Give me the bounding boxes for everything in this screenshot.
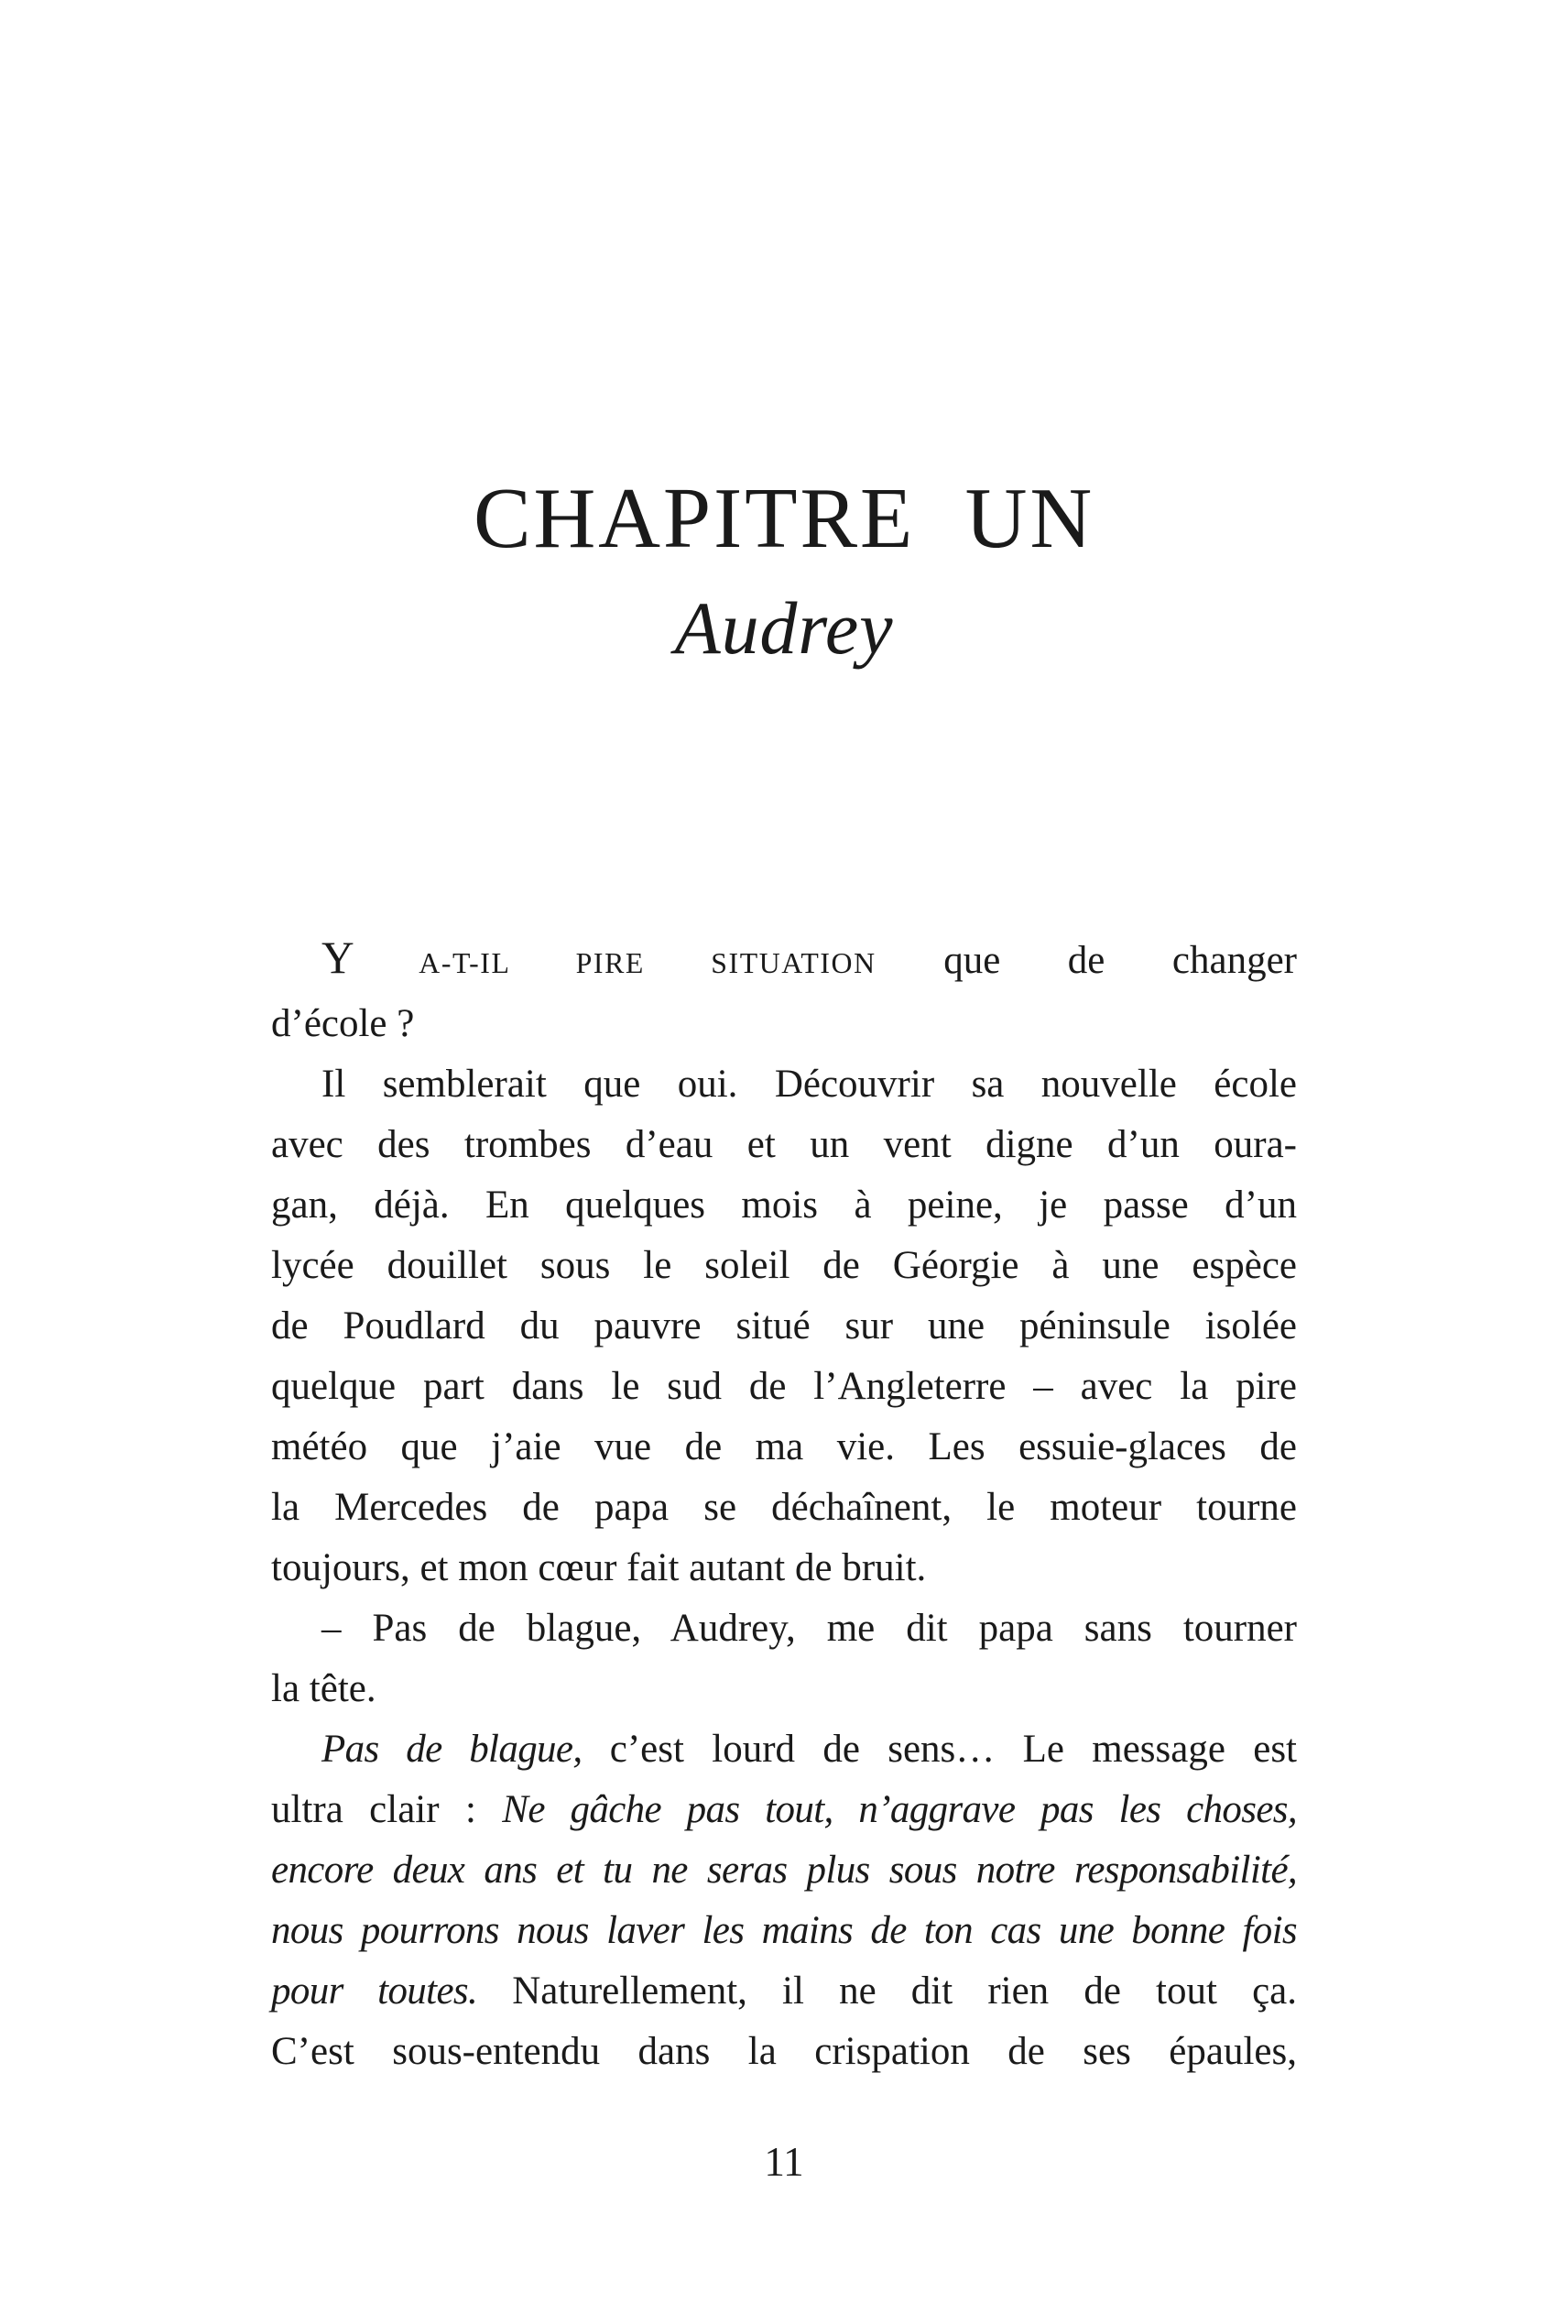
chapter-title: CHAPITRE UN <box>473 471 1095 566</box>
text-line <box>271 1236 1297 1296</box>
text-segment: la Mercedes de papa se déchaînent, le moteur tourne <box>271 1486 1297 1529</box>
text-line <box>271 1719 1297 1780</box>
text-line <box>271 1901 1297 1961</box>
page-number: 11 <box>764 2139 804 2185</box>
text-segment: – Pas de blague, Audrey, me dit papa sans tourner <box>321 1607 1297 1650</box>
text-line <box>271 928 1297 994</box>
text-segment: Pas de blague, <box>321 1728 583 1771</box>
text-segment: Y <box>321 933 354 983</box>
text-segment: gan, déjà. En quelques mois à peine, je passe d’un <box>271 1184 1297 1227</box>
text-line <box>271 1054 1297 1115</box>
text-segment: toujours, et mon cœur fait autant de bruit. <box>271 1546 927 1589</box>
text-segment: avec des trombes d’eau et un vent digne d’un oura- <box>271 1123 1297 1166</box>
text-line <box>271 1961 1297 2022</box>
text-segment: C’est sous-entendu dans la crispation de ses épaules, <box>271 2030 1297 2073</box>
text-line <box>271 1840 1297 1901</box>
text-segment: ultra clair : <box>271 1788 503 1831</box>
chapter-subtitle: Audrey <box>674 586 894 670</box>
text-line <box>271 1538 1297 1598</box>
text-line <box>271 1115 1297 1175</box>
text-segment: A-T-IL PIRE SITUATION <box>354 947 877 979</box>
text-segment: nous pourrons nous laver les mains de ton cas une bonne fois <box>271 1909 1297 1952</box>
text-segment: d’école ? <box>271 1002 415 1045</box>
body-text <box>271 928 1297 2082</box>
text-line <box>271 1357 1297 1417</box>
text-segment: lycée douillet sous le soleil de Géorgie à une espèce <box>271 1244 1297 1287</box>
text-line <box>271 1296 1297 1357</box>
text-segment: quelque part dans le sud de l’Angleterre – avec la pire <box>271 1365 1297 1408</box>
text-line <box>271 1417 1297 1478</box>
text-segment: encore deux ans et tu ne seras plus sous notre responsabilité, <box>271 1849 1297 1892</box>
text-segment: la tête. <box>271 1667 376 1710</box>
text-segment: que de changer <box>876 939 1297 982</box>
text-line <box>271 2022 1297 2082</box>
text-segment: Il semblerait que oui. Découvrir sa nouvelle école <box>321 1063 1297 1106</box>
text-line <box>271 1478 1297 1538</box>
text-segment: Naturellement, il ne dit rien de tout ça. <box>477 1969 1297 2013</box>
text-line <box>271 1659 1297 1719</box>
text-line <box>271 994 1297 1054</box>
text-segment: météo que j’aie vue de ma vie. Les essuie-glaces de <box>271 1425 1297 1468</box>
text-segment: pour toutes. <box>271 1969 478 2013</box>
text-line <box>271 1780 1297 1840</box>
text-segment: de Poudlard du pauvre situé sur une péninsule isolée <box>271 1304 1297 1347</box>
text-line <box>271 1598 1297 1659</box>
text-segment: Ne gâche pas tout, n’aggrave pas les choses, <box>502 1788 1297 1831</box>
text-segment: c’est lourd de sens… Le message est <box>582 1728 1297 1771</box>
text-line <box>271 1175 1297 1236</box>
